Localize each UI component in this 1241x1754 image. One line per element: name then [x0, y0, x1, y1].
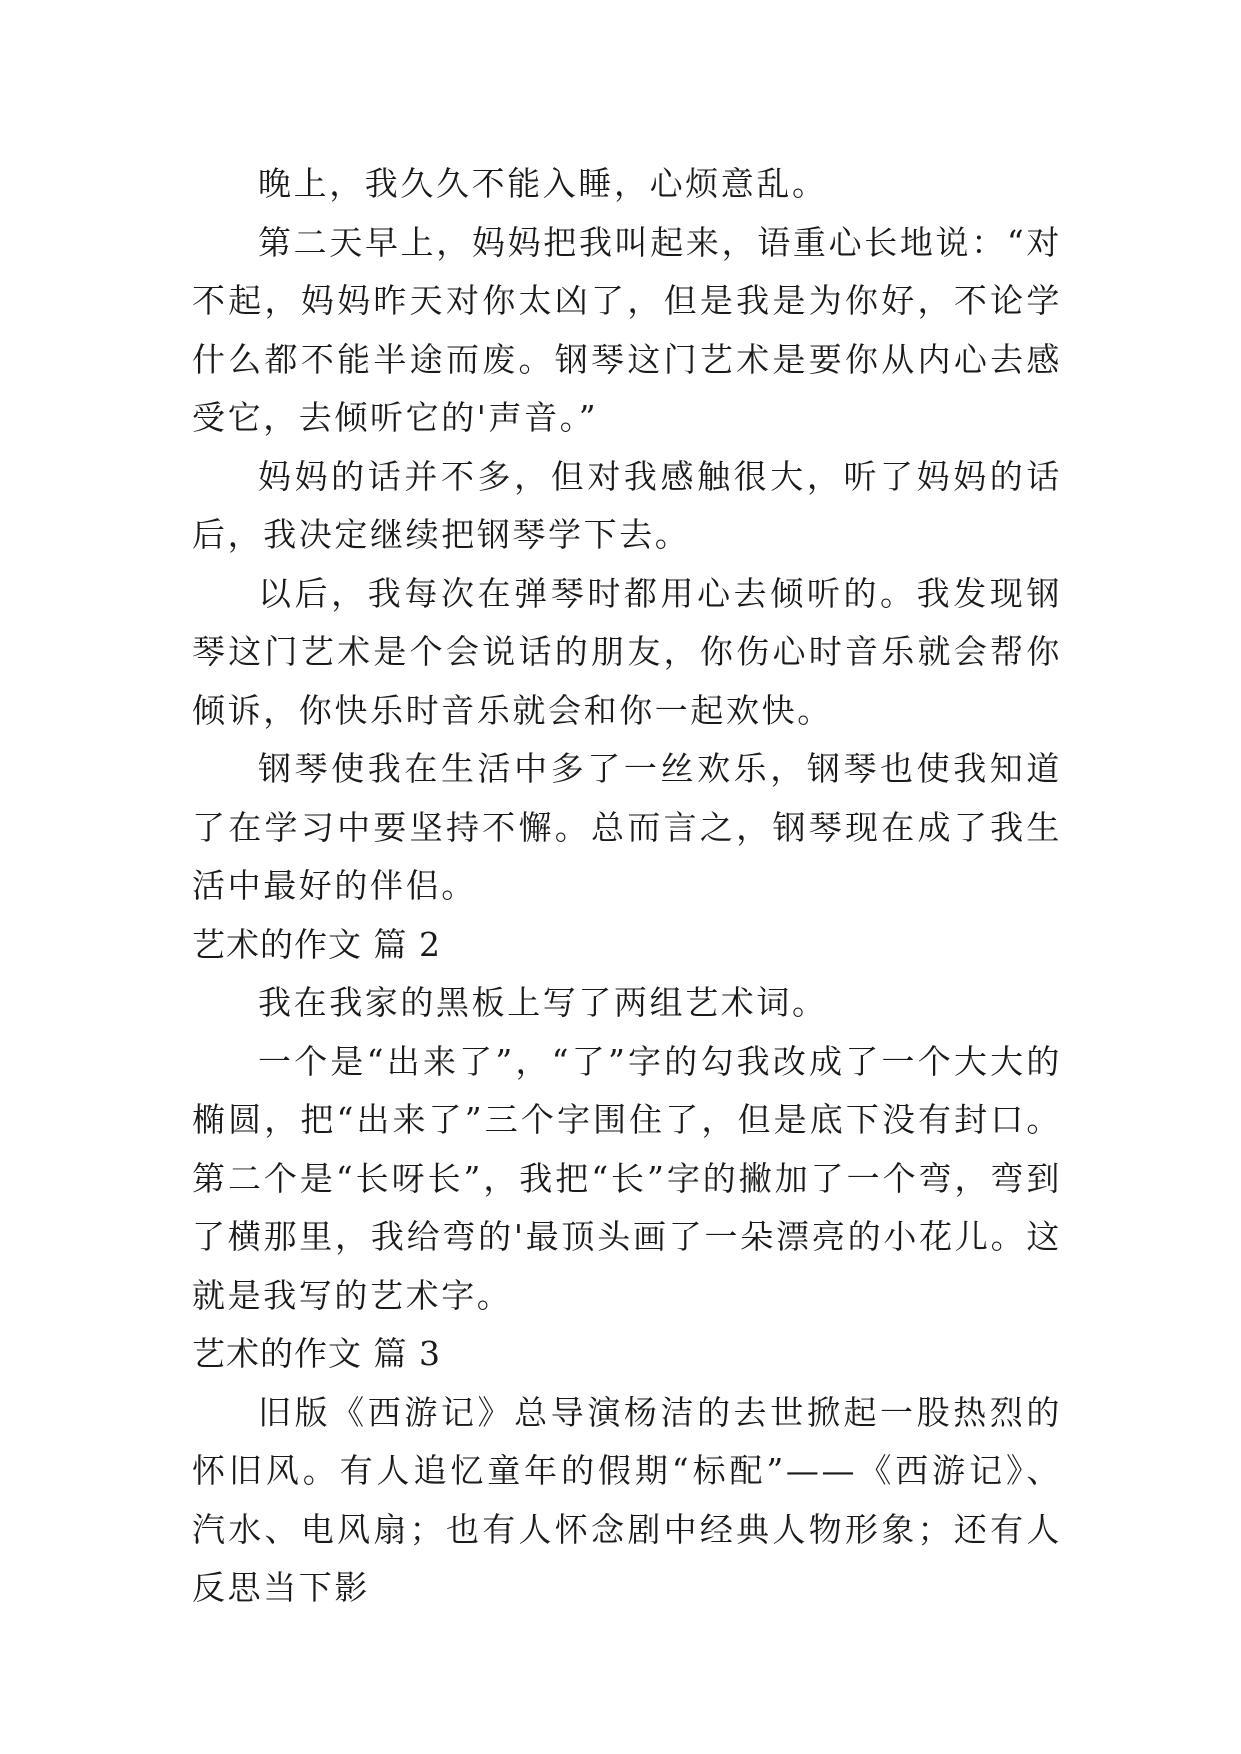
- document-body: [192, 155, 1062, 1618]
- section-heading: 艺术的作文 篇 2: [192, 924, 441, 964]
- paragraph: 钢琴使我在生活中多了一丝欢乐，钢琴也使我知道了在学习中要坚持不懈。总而言之，钢琴现在成了我生活中最好的伴侣。: [192, 749, 1062, 905]
- paragraph: 旧版《西游记》总导演杨洁的去世掀起一股热烈的怀旧风。有人追忆童年的假期“标配”——《西游记》、汽水、电风扇；也有人怀念剧中经典人物形象；还有人反思当下影: [192, 1392, 1062, 1607]
- paragraph: 以后，我每次在弹琴时都用心去倾听的。我发现钢琴这门艺术是个会说话的朋友，你伤心时音乐就会帮你倾诉，你快乐时音乐就会和你一起欢快。: [192, 573, 1062, 730]
- paragraph: 我在我家的黑板上写了两组艺术词。: [258, 983, 828, 1022]
- paragraph: 妈妈的话并不多，但对我感触很大，听了妈妈的话后，我决定继续把钢琴学下去。: [192, 456, 1062, 554]
- paragraph: 一个是“出来了”，“了”字的勾我改成了一个大大的椭圆，把“出来了”三个字围住了，但是底下没有封口。第二个是“长呀长”，我把“长”字的撇加了一个弯，弯到了横那里，我给弯的'最顶头画了一朵漂亮的小花儿。这就是我写的艺术字。: [192, 1041, 1062, 1315]
- section-heading: 艺术的作文 篇 3: [192, 1334, 441, 1373]
- paragraph: 晚上，我久久不能入睡，心烦意乱。: [258, 164, 828, 203]
- paragraph: 第二天早上，妈妈把我叫起来，语重心长地说：“对不起，妈妈昨天对你太凶了，但是我是为你好，不论学什么都不能半途而废。钢琴这门艺术是要你从内心去感受它，去倾听它的'声音。”: [192, 222, 1062, 437]
